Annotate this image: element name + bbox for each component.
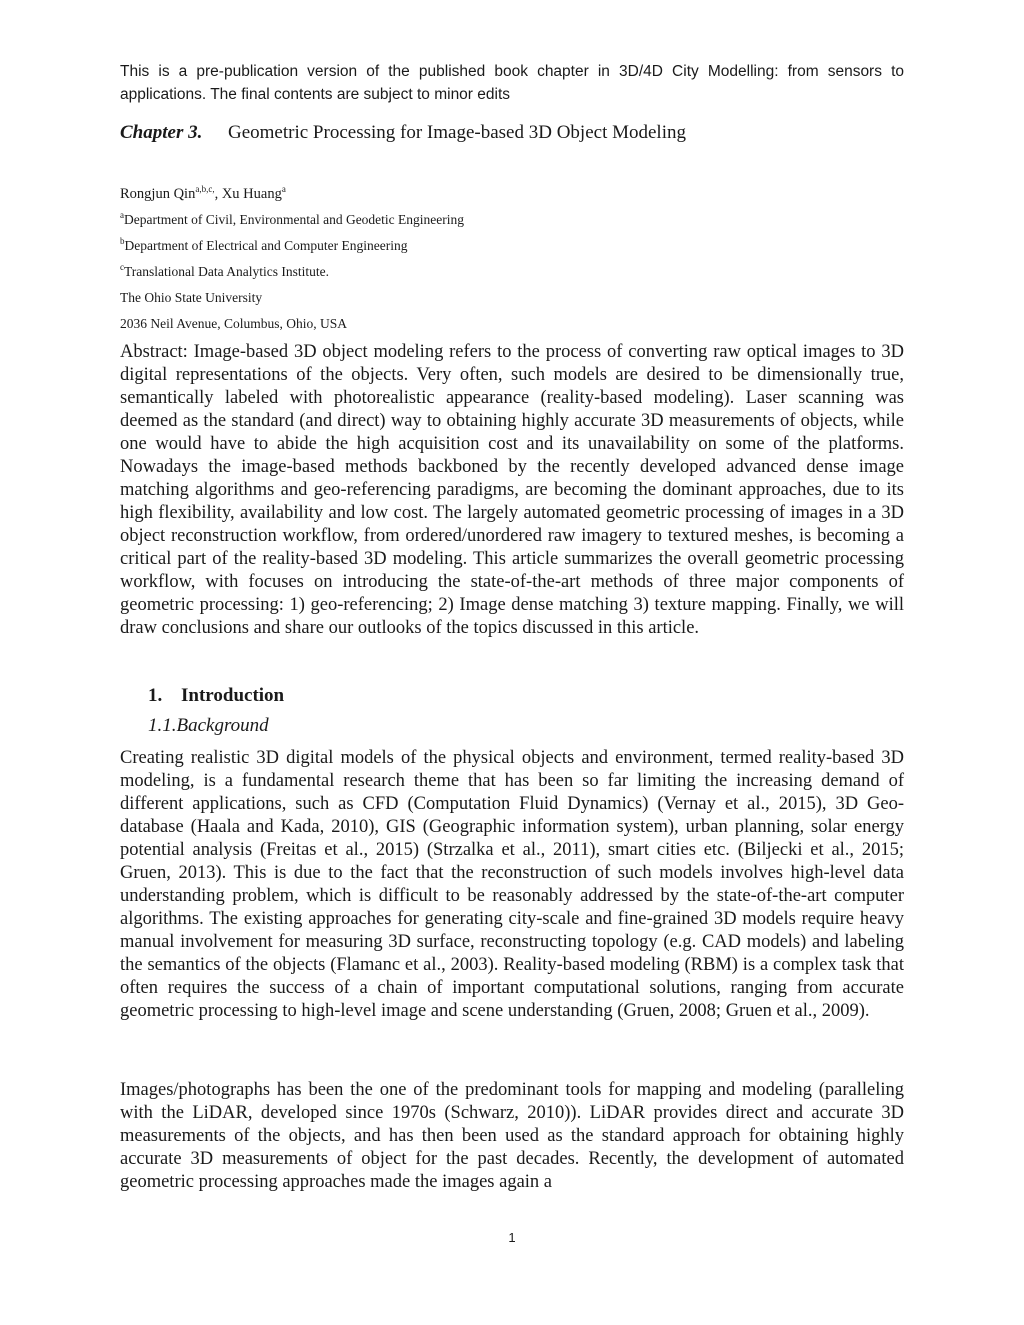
author-separator: , xyxy=(214,186,222,202)
university-line xyxy=(120,288,262,308)
author-affiliation-mark: a xyxy=(281,184,286,194)
affiliation-text: Department of Civil, Environmental and Geodetic Engineering xyxy=(124,212,465,227)
body-paragraph: Creating realistic 3D digital models of the physical objects and environment, termed reality-based 3D modeling, is a fundamental research theme that has been so far limiting the increasing demand of different applications, such as CFD (Computation Fluid Dynamics) (Vernay et al., 2015), 3D Geo-database (Haala and Kada, 2010), GIS (Geographic information system), urban planning, solar energy potential analysis (Freitas et al., 2015) (Strzalka et al., 2011), smart cities etc. (Biljecki et al., 2015; Gruen, 2013). This is due to the fact that the reconstruction of such models involves high-level data understanding problem, which is difficult to be reasonably addressed by the state-of-the-art computer algorithms. The existing approaches for generating city-scale and fine-grained 3D models require heavy manual involvement for measuring 3D surface, reconstructing topology (e.g. CAD models) and labeling the semantics of the objects (Flamanc et al., 2003). Reality-based modeling (RBM) is a complex task that often requires the success of a chain of important computational solutions, ranging from accurate geometric processing to high-level image and scene understanding (Gruen, 2008; Gruen et al., 2009). xyxy=(120,748,904,1021)
body-paragraph: Images/photographs has been the one of the predominant tools for mapping and modeling (paralleling with the LiDAR, developed since 1970s (Schwarz, 2010)). LiDAR provides direct and accurate 3D measurements of the objects, and has then been used as the standard approach for obtaining highly accurate 3D measurements of object for the past decades. Recently, the development of automated geometric processing approaches made the images again a xyxy=(120,1080,904,1192)
abstract: Abstract: Image-based 3D object modeling refers to the process of converting raw optical images to 3D digital representations of the objects. Very often, such models are desired to be dimensionally true, semantically labeled with photorealistic appearance (reality-based modeling). Laser scanning was deemed as the standard (and direct) way to obtaining highly accurate 3D measurements of objects, while one would have to abide the high acquisition cost and its unavailability on some of the platforms. Nowadays the image-based methods backboned by the recently developed advanced dense image matching algorithms and geo-referencing paradigms, are becoming the dominant approaches, due to its high flexibility, availability and low cost. The largely automated geometric processing of images in a 3D object reconstruction workflow, from ordered/unordered raw imagery to textured meshes, is becoming a critical part of the reality-based 3D modeling. This article summarizes the overall geometric processing workflow, with focuses on introducing the state-of-the-art methods of three major components of geometric processing: 1) geo-referencing; 2) Image dense matching 3) texture mapping. Finally, we will draw conclusions and share our outlooks of the topics discussed in this article. xyxy=(120,342,904,638)
affiliation-text: Translational Data Analytics Institute. xyxy=(124,264,329,279)
author-name: Rongjun Qin xyxy=(120,186,196,202)
subsection-heading: 1.1.Background xyxy=(148,715,269,736)
page-number: 1 xyxy=(508,1230,516,1245)
address-line xyxy=(120,314,347,334)
section-number: 1. xyxy=(148,685,163,706)
affiliation-mark: c xyxy=(120,262,124,272)
affiliation-line xyxy=(120,210,464,230)
chapter-number: Chapter 3. xyxy=(120,122,203,143)
author-line xyxy=(120,184,286,204)
author-affiliation-mark: a,b,c, xyxy=(195,184,215,194)
affiliation-line xyxy=(120,262,329,282)
section-title: Introduction xyxy=(181,685,285,706)
chapter-heading xyxy=(120,120,920,146)
affiliation-text: Department of Electrical and Computer Engineering xyxy=(124,238,408,253)
affiliation-text: 2036 Neil Avenue, Columbus, Ohio, USA xyxy=(120,316,347,331)
author-name: Xu Huang xyxy=(221,186,282,202)
affiliation-line xyxy=(120,236,408,256)
affiliation-mark: a xyxy=(120,210,124,220)
affiliation-text: The Ohio State University xyxy=(120,290,263,305)
affiliation-mark: b xyxy=(120,236,125,246)
chapter-title: Geometric Processing for Image-based 3D Object Modeling xyxy=(228,122,686,143)
prepublication-notice: This is a pre-publication version of the published book chapter in 3D/4D City Modelling: from sensors to applications. The final contents are subject to minor edits xyxy=(120,63,904,103)
section-heading xyxy=(148,684,284,708)
